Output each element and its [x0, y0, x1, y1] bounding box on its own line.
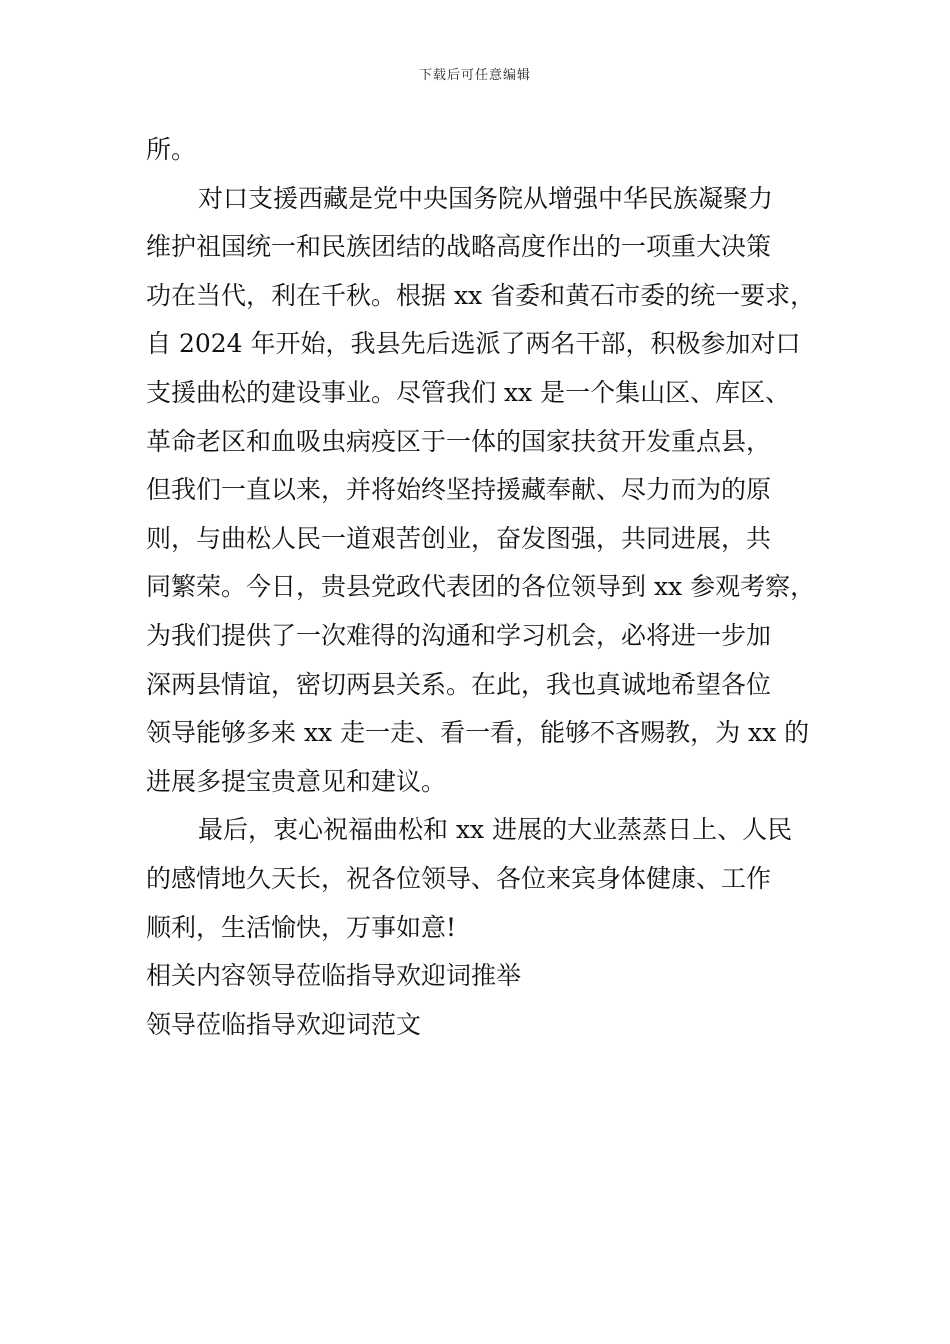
related-content-item: 领导莅临指导欢迎词范文 — [146, 1009, 422, 1039]
paragraph-line: 同繁荣。今日，贵县党政代表团的各位领导到 xx 参观考察， — [146, 572, 816, 602]
paragraph-line: 支援曲松的建设事业。尽管我们 xx 是一个集山区、库区、 — [146, 377, 791, 407]
paragraph-line: 所。 — [146, 135, 197, 164]
paragraph-line: 但我们一直以来，并将始终坚持援藏奉献、尽力而为的原 — [146, 475, 772, 505]
paragraph-line: 自 2024 年开始，我县先后选派了两名干部，积极参加对口 — [146, 329, 801, 359]
paragraph-line: 功在当代，利在千秋。根据 xx 省委和黄石市委的统一要求， — [146, 280, 816, 310]
paragraph-line: 的感情地久天长，祝各位领导、各位来宾身体健康、工作 — [146, 863, 772, 893]
paragraph-line: 为我们提供了一次难得的沟通和学习机会，必将进一步加 — [146, 620, 772, 650]
paragraph-line: 则，与曲松人民一道艰苦创业，奋发图强，共同进展，共 — [146, 523, 772, 553]
document-body — [146, 126, 836, 1049]
paragraph-line: 领导能够多来 xx 走一走、看一看，能够不吝赐教，为 xx 的 — [146, 718, 810, 748]
paragraph-line: 深两县情谊，密切两县关系。在此，我也真诚地希望各位 — [146, 669, 772, 699]
page-header: 下载后可任意编辑 — [418, 68, 531, 83]
paragraph-line: 维护祖国统一和民族团结的战略高度作出的一项重大决策 — [146, 232, 772, 262]
paragraph-line: 最后，衷心祝福曲松和 xx 进展的大业蒸蒸日上、人民 — [198, 815, 793, 845]
paragraph-line: 对口支援西藏是党中央国务院从增强中华民族凝聚力 — [198, 183, 774, 213]
paragraph-line: 革命老区和血吸虫病疫区于一体的国家扶贫开发重点县， — [146, 426, 772, 456]
paragraph-line: 顺利，生活愉快，万事如意! — [146, 912, 457, 942]
related-content-heading: 相关内容领导莅临指导欢迎词推举 — [146, 961, 522, 991]
paragraph-line: 进展多提宝贵意见和建议。 — [146, 766, 447, 796]
